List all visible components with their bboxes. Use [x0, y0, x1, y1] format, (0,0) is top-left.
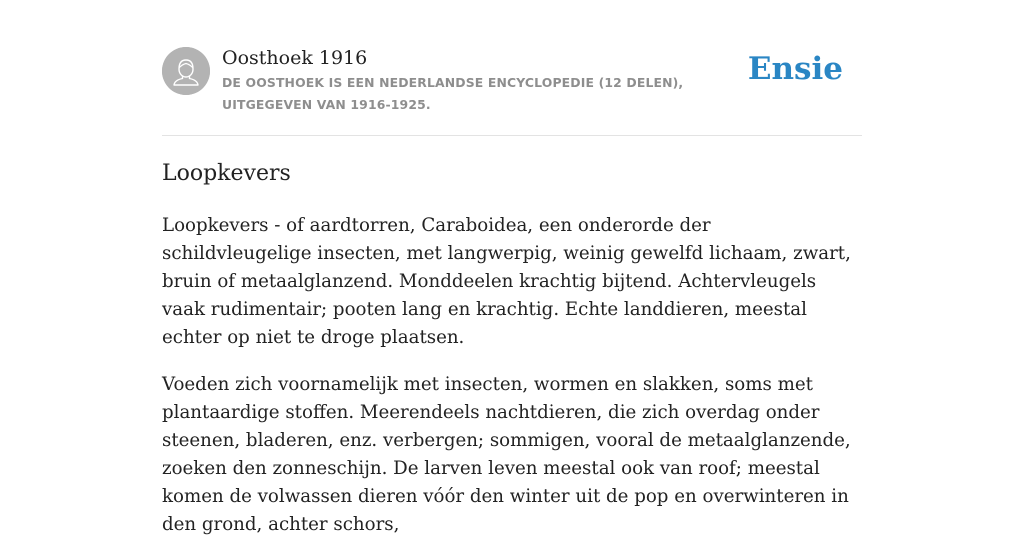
- article-body: [162, 212, 862, 558]
- user-icon: [162, 47, 210, 95]
- source-avatar[interactable]: [162, 47, 210, 95]
- article-container: [162, 0, 862, 535]
- source-title[interactable]: Oosthoek 1916: [222, 47, 368, 69]
- ensie-logo[interactable]: Ensie: [747, 51, 843, 87]
- article-paragraph: Voeden zich voornamelijk met insecten, wormen en slakken, soms met plantaardige stoffen. Meerendeels nachtdieren, die zich overdag onder steenen, bladeren, enz. verbergen; sommigen, vooral de metaalglanzende, zoeken den zonneschijn. De larven leven meestal ook van roof; meestal komen de volwassen dieren vóór den winter uit de pop en overwinteren in den grond, achter schors,: [162, 374, 851, 535]
- source-description: DE OOSTHOEK IS EEN NEDERLANDSE ENCYCLOPEDIE (12 DELEN), UITGEGEVEN VAN 1916-1925.: [222, 75, 684, 112]
- article-title: Loopkevers: [162, 161, 291, 186]
- source-header: [162, 0, 862, 136]
- article-paragraph: Loopkevers - of aardtorren, Caraboidea, een onderorde der schildvleugelige insecten, met langwerpig, weinig gewelfd lichaam, zwart, bruin of metaalglanzend. Monddeelen krachtig bijtend. Achtervleugels vaak rudimentair; pooten lang en krachtig. Echte landdieren, meestal echter op niet te droge plaatsen.: [162, 215, 851, 348]
